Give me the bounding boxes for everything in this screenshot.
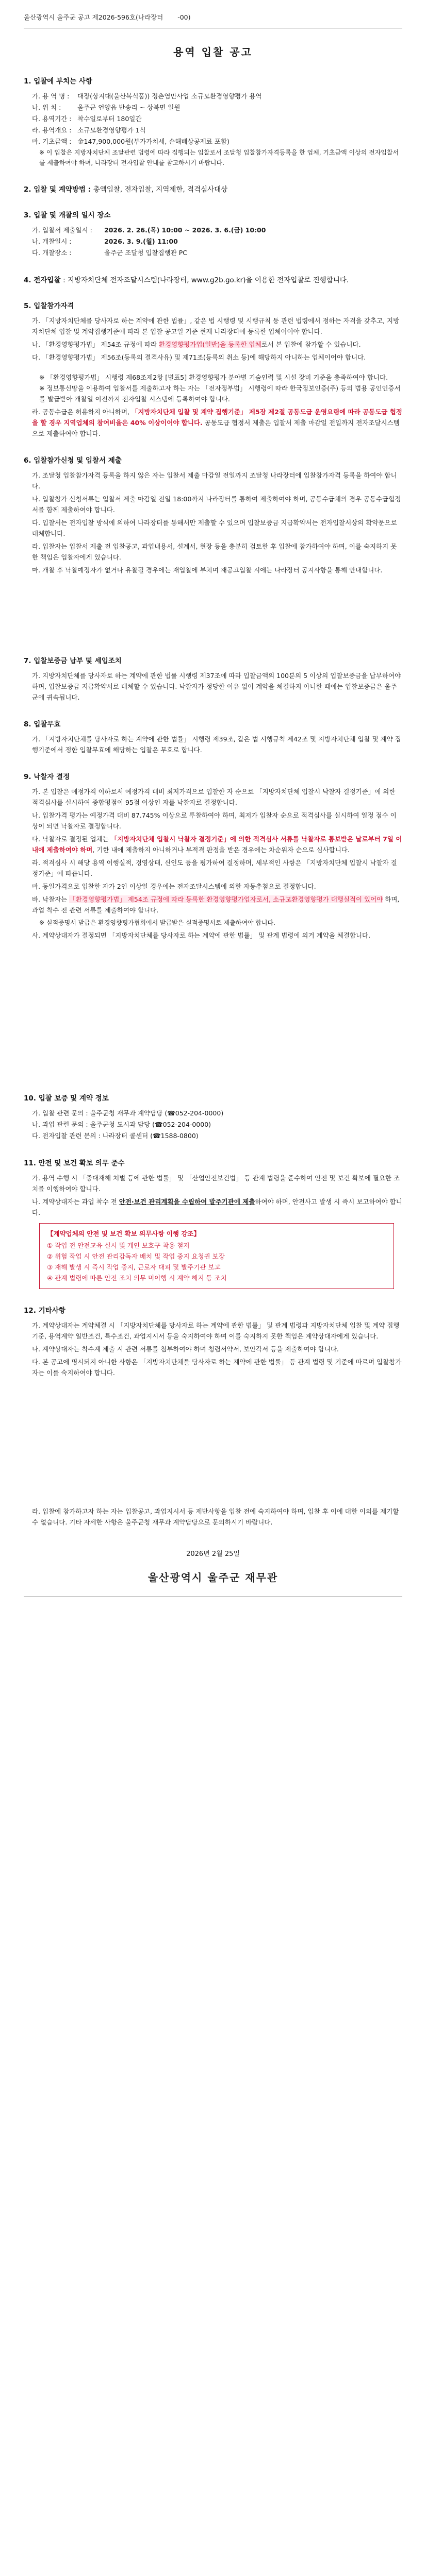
paragraph: 라. 적격심사 시 해당 용역 이행실적, 경영상태, 신인도 등을 평가하여 결정하며, 세부적인 사항은 「지방자치단체 입찰시 낙찰자 결정기준」에 따릅니다. [32, 859, 397, 877]
section-title: 10. 입찰 보증 및 계약 정보 [24, 1094, 109, 1103]
row-value: 울주군 언양읍 반송리 ~ 상북면 일원 [77, 104, 181, 111]
paragraph: 나. 입찰참가 신청서류는 입찰서 제출 마감일 전일 18:00까지 나라장터를 통하여 제출하여야 하며, 공동수급체의 경우 공동수급협정서를 함께 제출하여야 합니다. [32, 495, 401, 514]
contact-row: 나. 과업 관련 문의 : 울주군청 도시과 담당 (☎052-204-0000) [32, 1121, 211, 1128]
section-4 [24, 274, 402, 284]
section-title [24, 274, 402, 284]
section-inline-text: : 지방자치단체 전자조달시스템(나라장터, www.g2b.go.kr)을 이용한 전자입찰로 진행합니다. [63, 276, 349, 284]
section-title: 3. 입찰 및 개찰의 일시 장소 [24, 211, 111, 219]
emphasis-text: 「지방자치단체 입찰 및 계약 집행기준」 제5장 제2절 공동도급 운영요령에 따라 공동도급 협정을 할 경우 지역업체의 참여비율은 40% 이상이어야 합니다. [32, 408, 402, 427]
paragraph: 가. 지방자치단체를 당사자로 하는 계약에 관한 법률 시행령 제37조에 따라 입찰금액의 100분의 5 이상의 입찰보증금을 납부하여야 하며, 입찰보증금 지급확약서로 대체할 수 있습니다. 낙찰자가 정당한 이유 없이 계약을 체결하지 아니한 때에는 입찰보증금은 울주군에 귀속됩니다. [32, 672, 401, 701]
section-5 [24, 300, 402, 439]
row-key: 라. 용역개요 : [32, 126, 72, 134]
paragraph: 나. 입찰가격 평가는 예정가격 대비 87.745% 이상으로 투찰하여야 하며, 최저가 입찰자 순으로 적격심사를 실시하여 일정 점수 이상이 되면 낙찰자로 결정합니다. [32, 811, 397, 830]
paragraph: 가. 「지방자치단체를 당사자로 하는 계약에 관한 법률」, 같은 법 시행령 및 시행규칙 등 관련 법령에서 정하는 자격을 갖추고, 지방자치단체 입찰 및 계약집행기준에 따라 본 입찰 공고일 기준 현재 나라장터에 등록한 업체이어야 합니다. [32, 317, 400, 335]
paragraph-text: 나. 「환경영향평가법」 제54조 규정에 따라 [32, 341, 159, 348]
highlighted-text: 환경영향평가업(일반)을 등록한 업체 [158, 341, 261, 348]
paragraph-text: 다. 낙찰자로 결정된 업체는 [32, 835, 111, 843]
info-row [24, 236, 402, 247]
paragraph: 마. 개찰 후 낙찰예정자가 없거나 유찰될 경우에는 재입찰에 부치며 재공고입찰 시에는 나라장터 공지사항을 통해 안내합니다. [32, 566, 383, 574]
paragraph-text: 하여야 하며, 안전사고 발생 시 즉시 보고하여야 합니다. [32, 1198, 402, 1216]
notice-date: 2026년 2월 25일 [186, 1550, 240, 1558]
paragraph: 가. 조달청 입찰참가자격 등록을 하지 않은 자는 입찰서 제출 마감일 전일까지 조달청 나라장터에 입찰참가자격 등록을 하여야 합니다. [32, 471, 397, 490]
paragraph: 다. 「환경영향평가법」 제56조(등록의 결격사유) 및 제71조(등록의 취소 등)에 해당하지 아니하는 업체이어야 합니다. [32, 353, 366, 361]
section-title: 5. 입찰참가자격 [24, 302, 74, 310]
box-title: 【계약업체의 안전 및 보건 확보 의무사항 이행 강조】 [47, 1230, 200, 1238]
star-note: ※ 정보통신망을 이용하여 입찰서를 제출하고자 하는 자는 「전자정부법」 시행령에 따라 한국정보인증(주) 등의 범용 공인인증서를 발급받아 개찰일 이전까지 전자입찰 시스템에 등록하여야 합니다. [39, 384, 401, 403]
section-7 [24, 655, 402, 703]
highlighted-text: 「환경영향평가법」 제54조 규정에 따라 등록한 환경영향평가업자로서, 소규모환경영향평가 대행실적이 있어야 [69, 895, 383, 903]
section-note: ※ 이 입찰은 지방자치단체 조달관련 법령에 따라 집행되는 입찰로서 조달청 입찰참가자격등록을 한 업체, 기초금액 이상의 전자입찰서를 제출하여야 하며, 나라장터 전자입찰 안내를 참고하시기 바랍니다. [39, 149, 399, 166]
info-row [24, 102, 402, 113]
row-key: 마. 기초금액 : [32, 138, 72, 145]
row-value: 2026. 3. 9.(월) 11:00 [104, 238, 178, 245]
paragraph-text: 로서 본 입찰에 참가할 수 있습니다. [261, 341, 361, 348]
paragraph: 가. 계약상대자는 계약체결 시 「지방자치단체를 당사자로 하는 계약에 관한 법률」 및 관계 법령과 지방자치단체 입찰 및 계약 집행기준, 용역계약 일반조건, 특수조건, 과업지시서 등을 숙지하여야 하며 이를 숙지하지 못한 책임은 계약상대자에게 있습니다. [32, 1321, 400, 1340]
section-1 [24, 75, 402, 168]
paragraph: 가. 본 입찰은 예정가격 이하로서 예정가격 대비 최저가격으로 입찰한 자 순으로 「지방자치단체 입찰시 낙찰자 결정기준」에 의한 적격심사를 실시하여 종합평점이 95점 이상인 자를 낙찰자로 결정합니다. [32, 788, 396, 806]
paragraph-text: 바. 낙찰자는 [32, 895, 70, 903]
paragraph: 라. 입찰자는 입찰서 제출 전 입찰공고, 과업내용서, 설계서, 현장 등을 충분히 검토한 후 입찰에 참가하여야 하며, 이를 숙지하지 못한 책임은 입찰자에게 있습니다. [32, 543, 397, 561]
box-item: ④ 관계 법령에 따른 안전 조치 의무 미이행 시 계약 해지 등 조치 [47, 1274, 227, 1282]
section-11 [24, 1157, 402, 1289]
box-item: ③ 재해 발생 시 즉시 작업 중지, 근로자 대피 및 발주기관 보고 [47, 1263, 221, 1271]
section-title: 2. 입찰 및 계약방법 : 총액입찰, 전자입찰, 지역제한, 적격심사대상 [24, 185, 228, 194]
paragraph: 가. 「지방자치단체를 당사자로 하는 계약에 관한 법률」 시행령 제39조, 같은 법 시행규칙 제42조 및 지방자치단체 입찰 및 계약 집행기준에서 정한 입찰무효에 해당하는 입찰은 무효로 합니다. [32, 735, 401, 754]
section-12 [24, 1304, 402, 1528]
section-2 [24, 183, 402, 194]
page-indicator: -00) [177, 13, 191, 21]
section-9 [24, 771, 402, 941]
page-title: 용역 입찰 공고 [173, 46, 253, 58]
section-8 [24, 718, 402, 755]
underlined-text: 안전·보건 관리계획을 수립하여 발주기관에 제출 [119, 1198, 255, 1206]
paragraph-text: , 기한 내에 제출하지 아니하거나 부적격 판정을 받은 경우에는 차순위자 순으로 심사합니다. [92, 846, 350, 854]
notice-header [24, 12, 402, 24]
section-3 [24, 209, 402, 259]
paragraph [24, 894, 402, 916]
row-value: 金147,900,000원(부가가치세, 손해배상공제료 포함) [77, 138, 230, 145]
section-title: 9. 낙찰자 결정 [24, 773, 70, 781]
info-row [24, 247, 402, 259]
section-title: 1. 입찰에 부치는 사항 [24, 77, 92, 86]
row-key: 가. 입찰서 제출일시 : [32, 226, 92, 234]
row-key: 가. 용 역 명 : [32, 92, 70, 100]
paragraph [24, 834, 402, 855]
section-title: 11. 안전 및 보건 확보 의무 준수 [24, 1159, 125, 1167]
paragraph [24, 406, 402, 439]
safety-notice-box [39, 1223, 394, 1289]
row-value: 착수일로부터 180일간 [77, 115, 142, 123]
emphasis-text: 「지방자치단체 입찰시 낙찰자 결정기준」에 의한 적격심사 서류를 낙찰자로 통보받은 날로부터 7일 이내에 제출하여야 하며 [32, 835, 402, 854]
paragraph [24, 1196, 402, 1218]
box-item: ② 위험 작업 시 안전 관리감독자 배치 및 작업 중지 요청권 보장 [47, 1252, 225, 1260]
paragraph-text: 공동도급 협정서 제출은 입찰서 제출 마감일 전일까지 전자조달시스템으로 제출하여야 합니다. [32, 419, 400, 437]
section-title-text: 4. 전자입찰 [24, 276, 61, 284]
paragraph: 가. 용역 수행 시 「중대재해 처벌 등에 관한 법률」 및 「산업안전보건법」 등 관계 법령을 준수하여 안전 및 보건 확보에 필요한 조치를 이행하여야 합니다. [32, 1174, 400, 1193]
row-value: 2026. 2. 26.(목) 10:00 ~ 2026. 3. 6.(금) 10:00 [104, 226, 266, 234]
paragraph: 사. 계약상대자가 결정되면 「지방자치단체를 당사자로 하는 계약에 관한 법률」 및 관계 법령에 의거 계약을 체결합니다. [32, 931, 371, 939]
paragraph-text: 나. 계약상대자는 과업 착수 전 [32, 1198, 119, 1206]
notice-number: 울산광역시 울주군 공고 제2026-596호(나라장터 [24, 13, 163, 21]
section-note: ※ 실적증명서 발급은 환경영향평가협회에서 발급받은 실적증명서로 제출하여야 합니다. [39, 919, 275, 926]
info-row [24, 125, 402, 136]
section-inline-text: 총액입찰, 전자입찰, 지역제한, 적격심사대상 [93, 185, 228, 194]
section-title: 8. 입찰무효 [24, 720, 61, 728]
section-title: 7. 입찰보증금 납부 및 세입조치 [24, 657, 122, 665]
info-row [24, 91, 402, 102]
row-value: 소규모환경영향평가 1식 [77, 126, 146, 134]
contact-row: 다. 전자입찰 관련 문의 : 나라장터 콜센터 (☎1588-0800) [32, 1132, 199, 1140]
section-10 [24, 1092, 402, 1142]
issuing-organization: 울산광역시 울주군 재무관 [148, 1571, 278, 1584]
paragraph: 나. 계약상대자는 착수계 제출 시 관련 서류를 첨부하여야 하며 청렴서약서, 보안각서 등을 제출하여야 합니다. [32, 1345, 339, 1353]
row-value: 대장(상지대(울산복식품)) 정촌염만사업 소규모환경영향평가 용역 [77, 92, 262, 100]
info-row [24, 113, 402, 125]
section-title-text: 2. 입찰 및 계약방법 [24, 185, 86, 194]
row-key: 나. 위 치 : [32, 104, 61, 111]
row-key: 다. 용역기간 : [32, 115, 72, 123]
paragraph: 마. 동일가격으로 입찰한 자가 2인 이상일 경우에는 전자조달시스템에 의한 자동추첨으로 결정합니다. [32, 883, 316, 890]
info-row [24, 225, 402, 236]
section-title: 6. 입찰참가신청 및 입찰서 제출 [24, 456, 122, 465]
contact-row: 가. 입찰 관련 문의 : 울주군청 재무과 계약담당 (☎052-204-0000) [32, 1109, 224, 1117]
paragraph: 다. 본 공고에 명시되지 아니한 사항은 「지방자치단체를 당사자로 하는 계약에 관한 법률」 등 관계 법령 및 기준에 따르며 입찰참가자는 이를 숙지하여야 합니다. [32, 1358, 402, 1377]
row-value: 울주군 조달청 입찰집행관 PC [104, 249, 188, 257]
paragraph: 다. 입찰서는 전자입찰 방식에 의하여 나라장터를 통해서만 제출할 수 있으며 입찰보증금 지급확약서는 전자입찰서상의 확약문으로 대체합니다. [32, 519, 397, 537]
section-6 [24, 454, 402, 575]
star-note: ※ 「환경영향평가법」 시행령 제68조제2항 [별표5] 환경영향평가 분야별 기술인력 및 시설 장비 기준을 충족하여야 합니다. [39, 374, 388, 381]
row-key: 나. 개찰일시 : [32, 238, 72, 245]
paragraph-text: 하며, 과업 착수 전 관련 서류를 제출하여야 합니다. [32, 895, 400, 914]
box-item: ① 작업 전 안전교육 실시 및 개인 보호구 착용 철저 [47, 1242, 190, 1249]
paragraph: 라. 입찰에 참가하고자 하는 자는 입찰공고, 과업지시서 등 제반사항을 입찰 전에 숙지하여야 하며, 입찰 후 이에 대한 이의를 제기할 수 없습니다. 기타 자세한 사항은 울주군청 재무과 계약담당으로 문의하시기 바랍니다. [32, 1507, 399, 1526]
info-row [24, 136, 402, 147]
row-key: 다. 개찰장소 : [32, 249, 72, 257]
paragraph [24, 339, 402, 350]
paragraph-text: 라. 공동수급은 허용하지 아니하며, [32, 408, 132, 416]
section-title: 12. 기타사항 [24, 1307, 65, 1315]
